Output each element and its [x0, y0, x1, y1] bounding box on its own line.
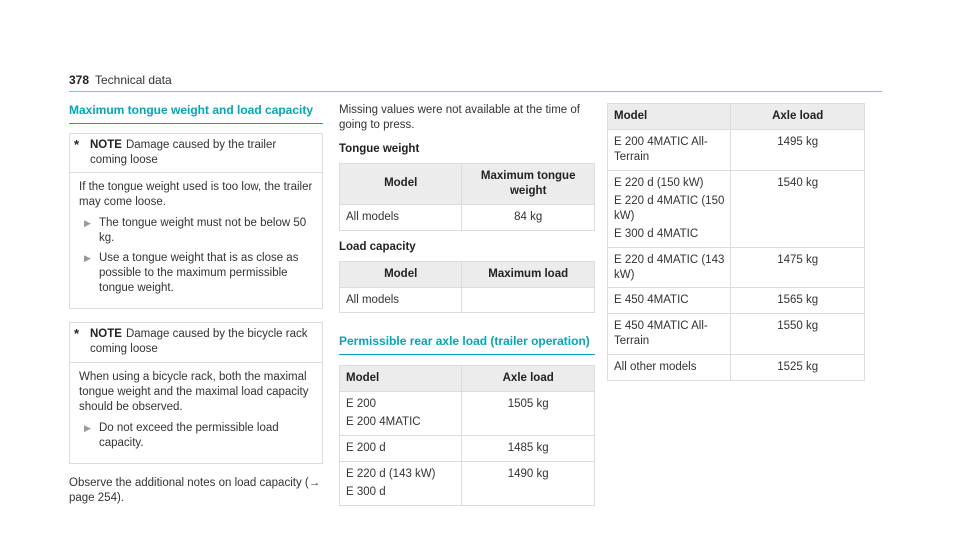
section-heading-rear-axle-load: Permissible rear axle load (trailer operation): [339, 334, 595, 355]
table-cell-model: [608, 355, 731, 381]
table-row: [608, 247, 865, 288]
table-header-cell: Model: [340, 163, 462, 204]
table-header-cell: Model: [340, 366, 462, 392]
table-row: [340, 461, 595, 505]
tongue-weight-table: [339, 163, 595, 231]
table-header-row: [340, 261, 595, 287]
table-cell-model: [340, 391, 462, 435]
table-cell-value: 1550 kg: [731, 314, 865, 355]
table-cell-model: [608, 247, 731, 288]
note-title: Damage caused by the trailer coming loose: [90, 138, 277, 166]
table-cell-value: 1485 kg: [462, 435, 595, 461]
table-cell-value: 1565 kg: [731, 288, 865, 314]
table-header-row: [340, 366, 595, 392]
table-row: [608, 288, 865, 314]
table-row: [340, 391, 595, 435]
column-left: [69, 103, 323, 505]
table-cell-value: 1525 kg: [731, 355, 865, 381]
table-cell-value: 1495 kg: [731, 129, 865, 170]
table-row: [608, 170, 865, 247]
table-row: [608, 129, 865, 170]
note-body: [70, 173, 322, 308]
observe-notes-text: Observe the additional notes on load capacity (→ page 254).: [69, 476, 321, 504]
model-line: All other models: [614, 361, 697, 374]
model-line: E 450 4MATIC: [614, 294, 689, 307]
tongue-weight-heading: Tongue weight: [339, 142, 420, 155]
note-heading-text: [90, 327, 314, 357]
note-title: Damage caused by the bicycle rack coming loose: [90, 328, 308, 355]
note-heading-text: [90, 138, 314, 168]
model-line: E 300 d: [346, 485, 386, 498]
page-number: 378: [69, 73, 90, 87]
model-line: E 220 d 4MATIC (143 kW): [614, 253, 725, 281]
table-cell-model: [340, 461, 462, 505]
instruction-text: The tongue weight must not be below 50 kg.: [99, 217, 307, 245]
table-cell-model: [608, 170, 731, 247]
model-line: E 220 d (150 kW): [614, 176, 704, 189]
model-line: E 220 d (143 kW): [346, 467, 436, 480]
note-box-bicycle-rack: [69, 322, 323, 464]
table-cell-model: [608, 129, 731, 170]
column-right: [607, 103, 865, 381]
page-header: [69, 73, 882, 92]
table-header-row: [340, 163, 595, 204]
note-header: [70, 323, 322, 363]
load-capacity-table: [339, 261, 595, 314]
rear-axle-load-table: [339, 365, 595, 506]
note-label: NOTE: [90, 138, 122, 151]
asterisk-icon: *: [74, 326, 80, 342]
table-cell-model: [608, 314, 731, 355]
column-middle: [339, 103, 595, 506]
note-description: When using a bicycle rack, both the maximal tongue weight and the maximal load capacity should be observed.: [79, 370, 309, 413]
table-header-cell: Model: [608, 104, 731, 130]
instruction-step: [79, 251, 313, 296]
model-line: E 220 d 4MATIC (150 kW): [614, 194, 725, 222]
load-capacity-heading: Load capacity: [339, 240, 416, 253]
table-cell-model: [340, 435, 462, 461]
table-cell-value: 84 kg: [462, 204, 595, 230]
table-cell-value: 1505 kg: [462, 391, 595, 435]
page-section-title: Technical data: [95, 73, 172, 87]
triangle-right-icon: ▶: [84, 422, 91, 433]
model-line: E 200 d: [346, 441, 386, 454]
table-header-cell: Axle load: [462, 366, 595, 392]
table-header-cell: Maximum tongue weight: [462, 163, 595, 204]
table-header-cell: Axle load: [731, 104, 865, 130]
table-row: [608, 355, 865, 381]
table-row: [340, 204, 595, 230]
table-cell-model: All models: [340, 204, 462, 230]
instruction-text: Use a tongue weight that is as close as possible to the maximum permissible tongue weight.: [99, 252, 299, 295]
table-cell-value: [462, 287, 595, 313]
table-header-cell: Maximum load: [462, 261, 595, 287]
model-line: E 200: [346, 397, 377, 410]
asterisk-icon: *: [74, 136, 80, 152]
table-header-row: [608, 104, 865, 130]
table-row: [340, 287, 595, 313]
section-heading-tongue-weight: Maximum tongue weight and load capacity: [69, 103, 323, 124]
instruction-step: [79, 421, 313, 451]
note-header: [70, 134, 322, 174]
instruction-step: [79, 216, 313, 246]
table-header-cell: Model: [340, 261, 462, 287]
note-label: NOTE: [90, 328, 122, 341]
table-cell-value: 1540 kg: [731, 170, 865, 247]
intro-text: Missing values were not available at the time of going to press.: [339, 104, 580, 131]
model-line: E 200 4MATIC: [346, 415, 421, 428]
table-cell-model: All models: [340, 287, 462, 313]
table-cell-model: [608, 288, 731, 314]
note-description: If the tongue weight used is too low, the trailer may come loose.: [79, 181, 313, 209]
triangle-right-icon: ▶: [84, 218, 91, 229]
note-body: [70, 363, 322, 463]
note-box-trailer: [69, 133, 323, 309]
model-line: E 450 4MATIC All-Terrain: [614, 320, 708, 348]
table-cell-value: 1490 kg: [462, 461, 595, 505]
axle-load-table-continued: [607, 103, 865, 381]
table-row: [608, 314, 865, 355]
model-line: E 200 4MATIC All-Terrain: [614, 135, 708, 163]
model-line: E 300 d 4MATIC: [614, 227, 699, 240]
table-cell-value: 1475 kg: [731, 247, 865, 288]
instruction-text: Do not exceed the permissible load capacity.: [99, 421, 279, 449]
triangle-right-icon: ▶: [84, 253, 91, 264]
table-row: [340, 435, 595, 461]
